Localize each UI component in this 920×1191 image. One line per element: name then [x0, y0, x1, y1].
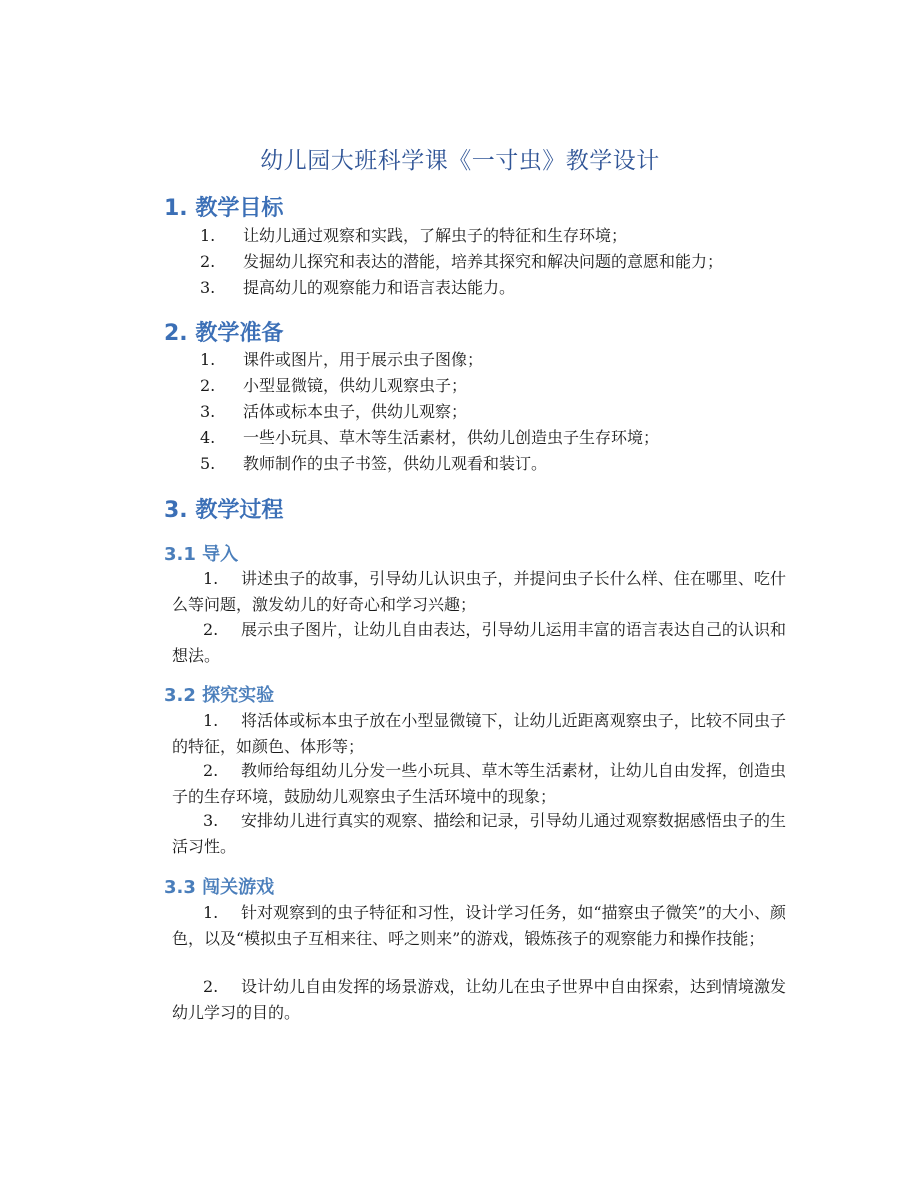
list-number: 1.: [200, 350, 216, 369]
list-item: [200, 400, 467, 424]
list-number: 3.: [203, 811, 219, 830]
section-heading-objectives: 1. 教学目标: [164, 196, 284, 221]
paragraph-text: 展示虫子图片，让幼儿自由表达，引导幼儿运用丰富的语言表达自己的认识和想法。: [172, 620, 786, 665]
list-item: [200, 348, 483, 372]
list-number: 2.: [200, 376, 216, 395]
list-item: [200, 426, 659, 450]
list-number: 3.: [200, 278, 216, 297]
list-text: 一些小玩具、草木等生活素材，供幼儿创造虫子生存环境；: [243, 428, 660, 447]
list-item: [200, 250, 723, 274]
list-item: [200, 224, 627, 248]
paragraph-text: 将活体或标本虫子放在小型显微镜下，让幼儿近距离观察虫子，比较不同虫子的特征，如颜色、体形等；: [172, 711, 786, 756]
section-heading-preparation: 2. 教学准备: [164, 321, 284, 346]
paragraph-text: 针对观察到的虫子特征和习性，设计学习任务，如“描察虫子微笑”的大小、颜色，以及“模拟虫子互相来往、呼之则来”的游戏，锻炼孩子的观察能力和操作技能；: [172, 903, 786, 948]
list-number: 1.: [203, 903, 219, 922]
list-text: 活体或标本虫子，供幼儿观察；: [243, 402, 468, 421]
list-item: [200, 452, 547, 476]
numbered-paragraph: [172, 617, 786, 669]
list-text: 让幼儿通过观察和实践，了解虫子的特征和生存环境；: [243, 226, 628, 245]
list-text: 发掘幼儿探究和表达的潜能，培养其探究和解决问题的意愿和能力；: [243, 252, 724, 271]
numbered-paragraph: [172, 708, 786, 760]
paragraph-text: 设计幼儿自由发挥的场景游戏，让幼儿在虫子世界中自由探索，达到情境激发幼儿学习的目的。: [172, 977, 786, 1022]
paragraph-text: 讲述虫子的故事，引导幼儿认识虫子，并提问虫子长什么样、住在哪里、吃什么等问题，激发幼儿的好奇心和学习兴趣；: [172, 569, 786, 614]
list-item: [200, 276, 515, 300]
list-number: 4.: [200, 428, 216, 447]
subsection-heading-intro: 3.1 导入: [164, 544, 239, 565]
list-text: 小型显微镜，供幼儿观察虫子；: [243, 376, 468, 395]
paragraph-text: 教师给每组幼儿分发一些小玩具、草木等生活素材，让幼儿自由发挥，创造虫子的生存环境，鼓励幼儿观察虫子生活环境中的现象；: [172, 761, 786, 806]
numbered-paragraph: [172, 566, 786, 618]
list-number: 1.: [200, 226, 216, 245]
list-text: 课件或图片，用于展示虫子图像；: [243, 350, 484, 369]
subsection-heading-game: 3.3 闯关游戏: [164, 877, 275, 898]
paragraph-text: 安排幼儿进行真实的观察、描绘和记录，引导幼儿通过观察数据感悟虫子的生活习性。: [172, 811, 786, 856]
list-text: 提高幼儿的观察能力和语言表达能力。: [243, 278, 516, 297]
subsection-heading-experiment: 3.2 探究实验: [164, 685, 275, 706]
list-item: [200, 374, 467, 398]
list-number: 1.: [203, 711, 219, 730]
document-title: 幼儿园大班科学课《一寸虫》教学设计: [260, 148, 660, 174]
numbered-paragraph: [172, 900, 786, 952]
list-number: 1.: [203, 569, 219, 588]
list-text: 教师制作的虫子书签，供幼儿观看和装订。: [243, 454, 548, 473]
section-heading-process: 3. 教学过程: [164, 498, 284, 523]
list-number: 2.: [203, 977, 219, 996]
numbered-paragraph: [172, 974, 786, 1026]
list-number: 2.: [200, 252, 216, 271]
list-number: 5.: [200, 454, 216, 473]
list-number: 2.: [203, 620, 219, 639]
list-number: 2.: [203, 761, 219, 780]
numbered-paragraph: [172, 758, 786, 810]
list-number: 3.: [200, 402, 216, 421]
numbered-paragraph: [172, 808, 786, 860]
